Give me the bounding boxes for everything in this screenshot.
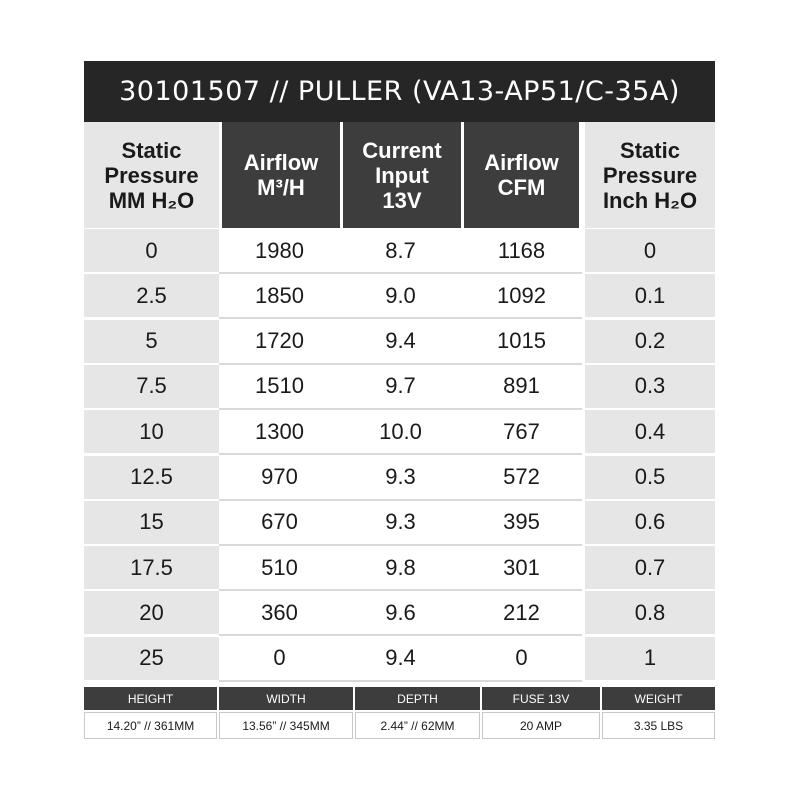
table-cell: 0.1: [585, 274, 715, 319]
table-cell: 0: [461, 637, 582, 682]
table-cell: 0.6: [585, 501, 715, 546]
table-cell: 1092: [461, 274, 582, 319]
table-cell: 9.6: [340, 591, 461, 636]
table-cell: 10: [84, 410, 219, 455]
table-cell: 25: [84, 637, 219, 682]
table-cell: 0: [84, 229, 219, 274]
table-row: [84, 501, 715, 546]
table-cell: 17.5: [84, 546, 219, 591]
table-row: [84, 456, 715, 501]
table-title: 30101507 // PULLER (VA13-AP51/C-35A): [84, 61, 715, 122]
table-cell: 9.4: [340, 637, 461, 682]
table-cell: 10.0: [340, 410, 461, 455]
table-cell: 1980: [219, 229, 340, 274]
table-row: [84, 229, 715, 274]
table-cell: 1015: [461, 320, 582, 365]
table-row: [84, 320, 715, 365]
table-cell: 15: [84, 501, 219, 546]
spec-value-width: 13.56” // 345MM: [219, 712, 353, 739]
column-header-current-input: Current Input 13V: [340, 122, 461, 228]
table-cell: 0.3: [585, 365, 715, 410]
table-cell: 0.5: [585, 456, 715, 501]
spec-label-height: HEIGHT: [84, 687, 217, 710]
table-row: [84, 546, 715, 591]
spec-label-width: WIDTH: [219, 687, 353, 710]
table-cell: 670: [219, 501, 340, 546]
table-cell: 1300: [219, 410, 340, 455]
table-cell: 0.8: [585, 591, 715, 636]
table-cell: 572: [461, 456, 582, 501]
table-cell: 2.5: [84, 274, 219, 319]
table-cell: 0.2: [585, 320, 715, 365]
table-row: [84, 637, 715, 682]
table-cell: 7.5: [84, 365, 219, 410]
spec-label-weight: WEIGHT: [602, 687, 715, 710]
table-cell: 9.7: [340, 365, 461, 410]
table-cell: 0: [219, 637, 340, 682]
spec-value-height: 14.20” // 361MM: [84, 712, 217, 739]
table-cell: 0: [585, 229, 715, 274]
table-cell: 9.4: [340, 320, 461, 365]
table-cell: 0.4: [585, 410, 715, 455]
table-cell: 9.8: [340, 546, 461, 591]
table-row: [84, 410, 715, 455]
table-cell: 1850: [219, 274, 340, 319]
table-cell: 360: [219, 591, 340, 636]
table-cell: 510: [219, 546, 340, 591]
spec-value-depth: 2.44” // 62MM: [355, 712, 480, 739]
table-cell: 12.5: [84, 456, 219, 501]
table-cell: 0.7: [585, 546, 715, 591]
table-cell: 5: [84, 320, 219, 365]
table-cell: 9.0: [340, 274, 461, 319]
column-header-static-pressure-mm: Static Pressure MM H₂O: [84, 122, 219, 228]
table-cell: 891: [461, 365, 582, 410]
table-cell: 1720: [219, 320, 340, 365]
table-cell: 8.7: [340, 229, 461, 274]
table-cell: 301: [461, 546, 582, 591]
table-cell: 1168: [461, 229, 582, 274]
table-cell: 212: [461, 591, 582, 636]
table-row: [84, 365, 715, 410]
table-cell: 1: [585, 637, 715, 682]
spec-label-fuse: FUSE 13V: [482, 687, 600, 710]
table-cell: 970: [219, 456, 340, 501]
table-cell: 1510: [219, 365, 340, 410]
spec-value-weight: 3.35 LBS: [602, 712, 715, 739]
column-header-airflow-cfm: Airflow CFM: [461, 122, 582, 228]
table-cell: 20: [84, 591, 219, 636]
column-header-airflow-m3h: Airflow M³/H: [219, 122, 340, 228]
table-cell: 395: [461, 501, 582, 546]
spec-value-fuse: 20 AMP: [482, 712, 600, 739]
table-row: [84, 591, 715, 636]
column-header-static-pressure-inch: Static Pressure Inch H₂O: [585, 122, 715, 228]
spec-label-depth: DEPTH: [355, 687, 480, 710]
table-cell: 767: [461, 410, 582, 455]
table-cell: 9.3: [340, 501, 461, 546]
table-row: [84, 274, 715, 319]
table-cell: 9.3: [340, 456, 461, 501]
